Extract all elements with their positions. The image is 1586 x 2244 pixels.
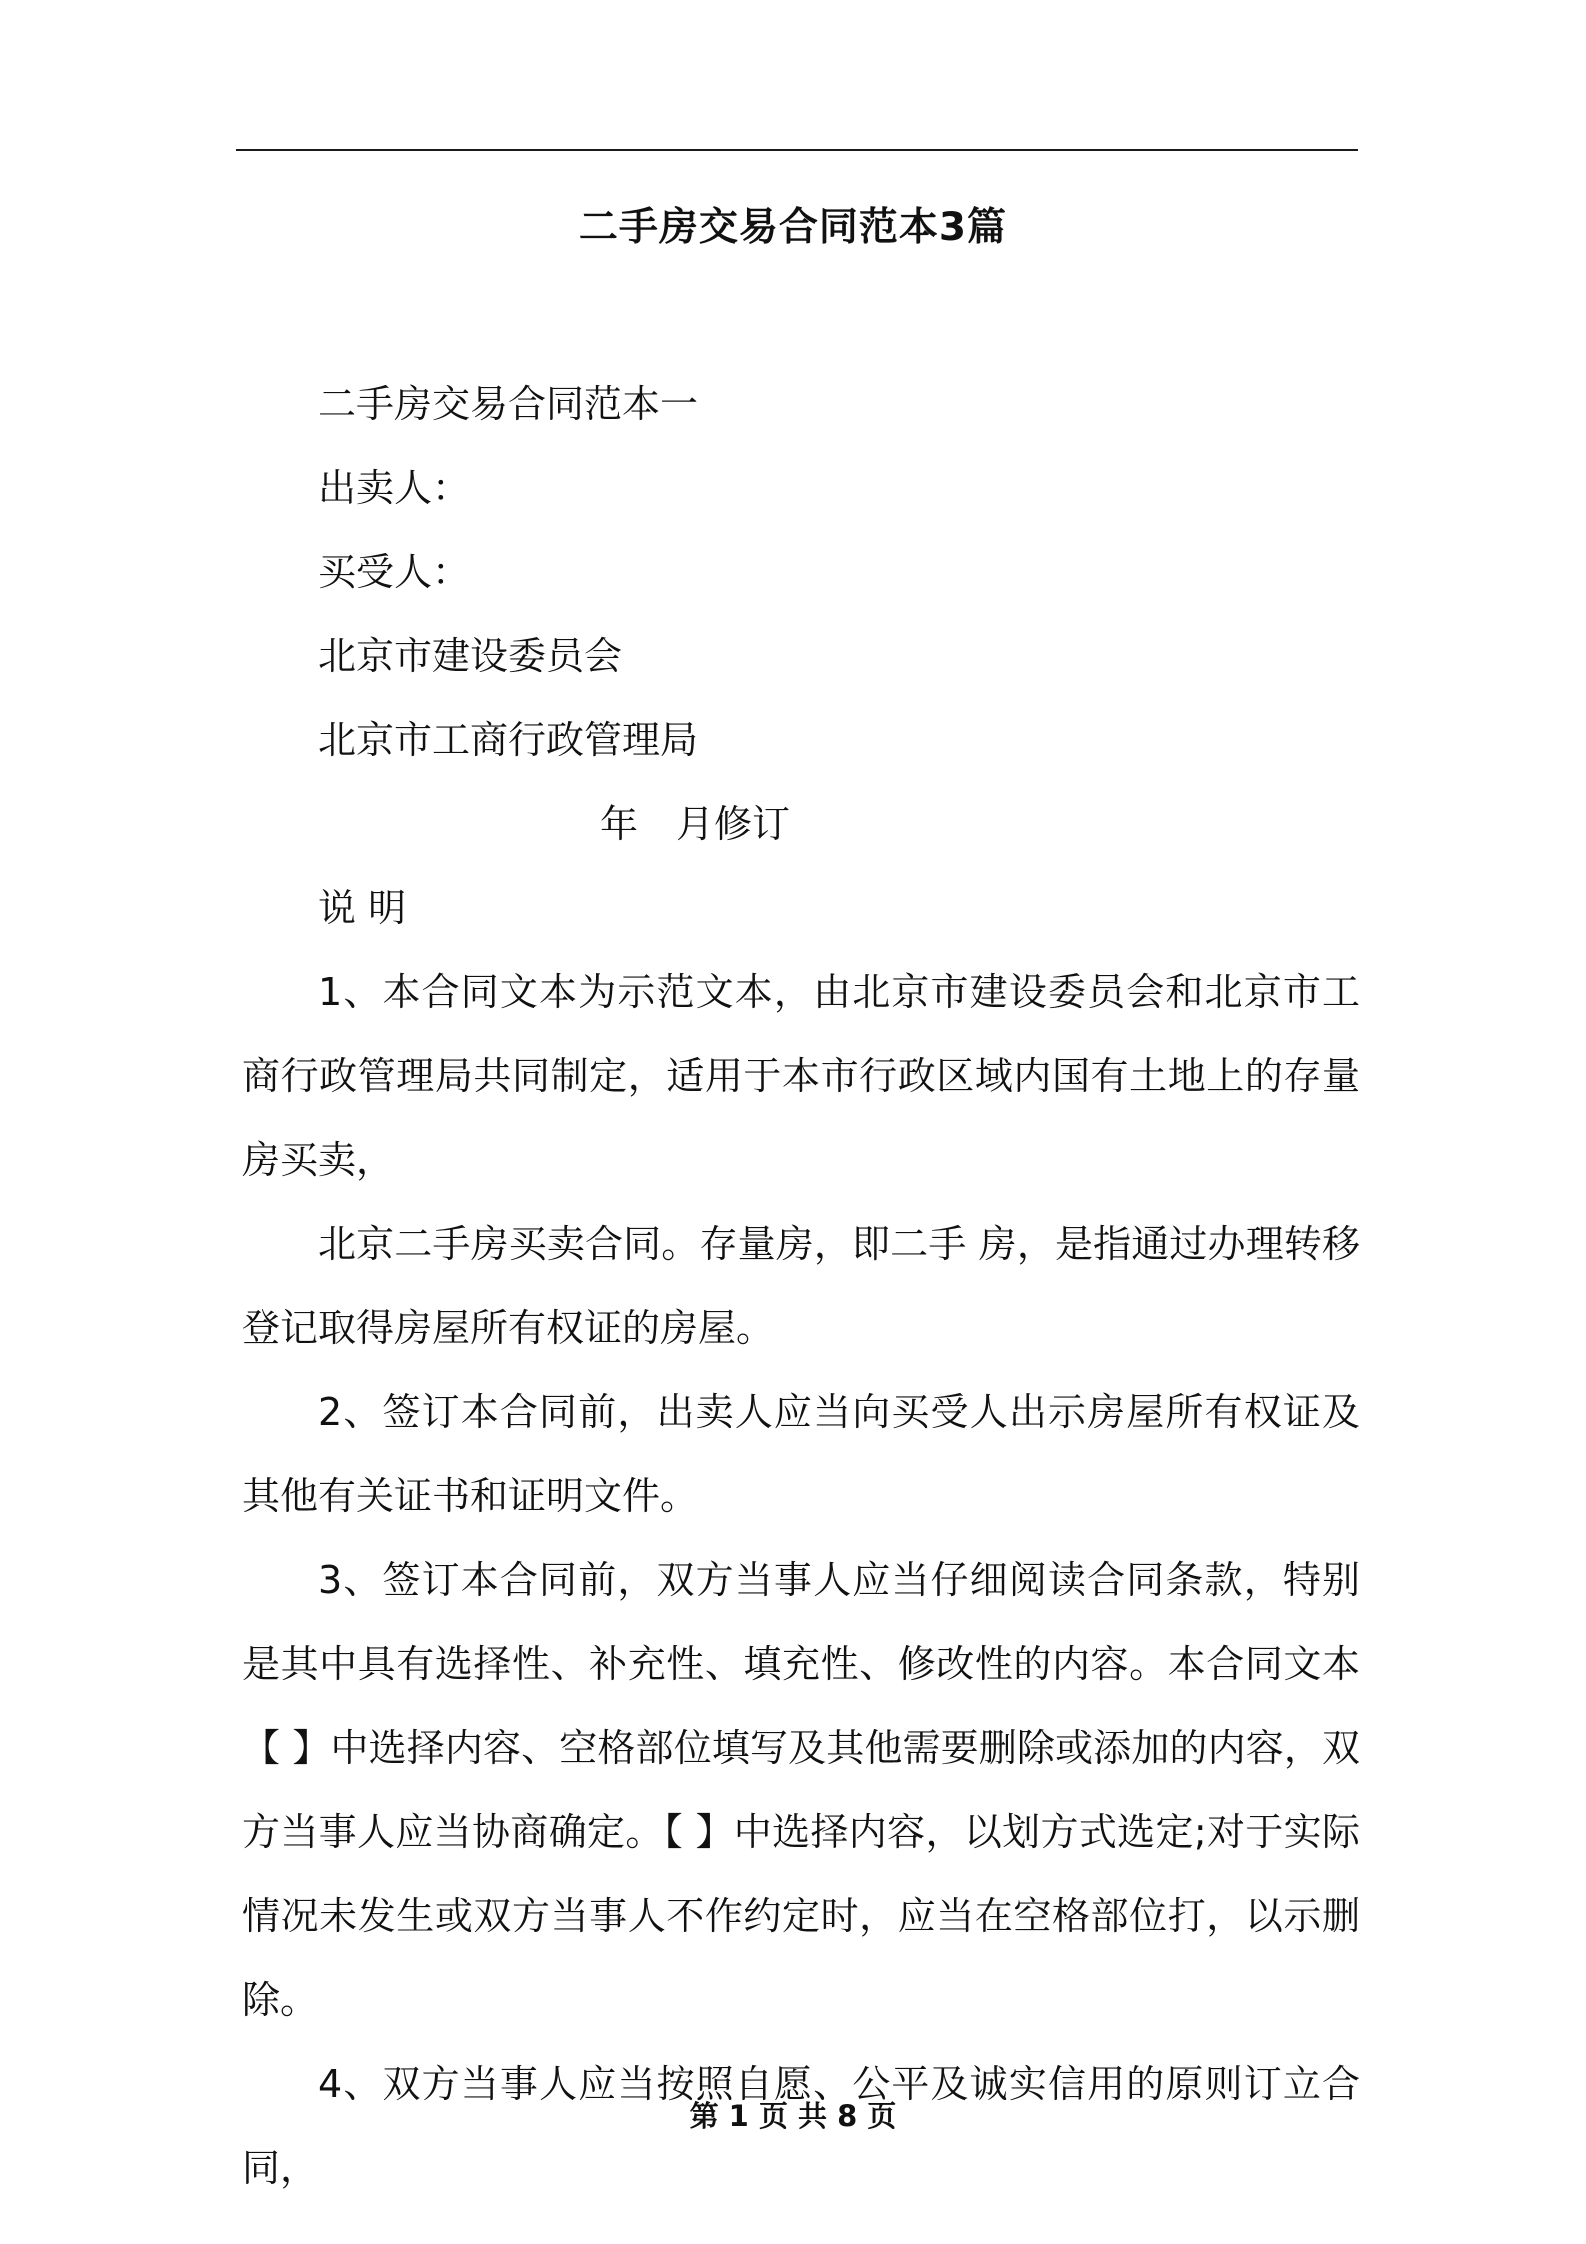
header-rule — [236, 149, 1358, 151]
document-title: 二手房交易合同范本3篇 — [578, 205, 1008, 250]
subtitle-line: 二手房交易合同范本一 — [318, 382, 699, 426]
page-number: 第 1 页 共 8 页 — [689, 2099, 897, 2133]
seller-line: 出卖人： — [318, 466, 471, 510]
revision-line: 年 月修订 — [600, 802, 791, 846]
note-paragraph-3: 3、签订本合同前，双方当事人应当仔细阅读合同条款，特别是其中具有选择性、补充性、填充性、修改性的内容。本合同文本【 】中选择内容、空格部位填写及其他需要删除或添加的内容，双方当事人应当协商确定。【 】中选择内容，以划方式选定;对于实际情况未发生或双方当事人不作约定时，应当在空格部位打，以示删除。 — [242, 1558, 1360, 2022]
notes-heading: 说 明 — [318, 886, 407, 930]
note-paragraph-2: 2、签订本合同前，出卖人应当向买受人出示房屋所有权证及其他有关证书和证明文件。 — [242, 1390, 1360, 1518]
document-body — [242, 362, 1360, 2210]
note-paragraph-1b: 北京二手房买卖合同。存量房，即二手 房，是指通过办理转移登记取得房屋所有权证的房屋。 — [242, 1222, 1360, 1350]
buyer-line: 买受人： — [318, 550, 471, 594]
note-paragraph-4: 4、双方当事人应当按照自愿、公平及诚实信用的原则订立合同， — [242, 2062, 1360, 2190]
issuer-line-2: 北京市工商行政管理局 — [318, 718, 699, 762]
issuer-line-1: 北京市建设委员会 — [318, 634, 623, 678]
note-paragraph-1: 1、本合同文本为示范文本，由北京市建设委员会和北京市工商行政管理局共同制定，适用于本市行政区域内国有土地上的存量房买卖， — [242, 970, 1360, 1182]
